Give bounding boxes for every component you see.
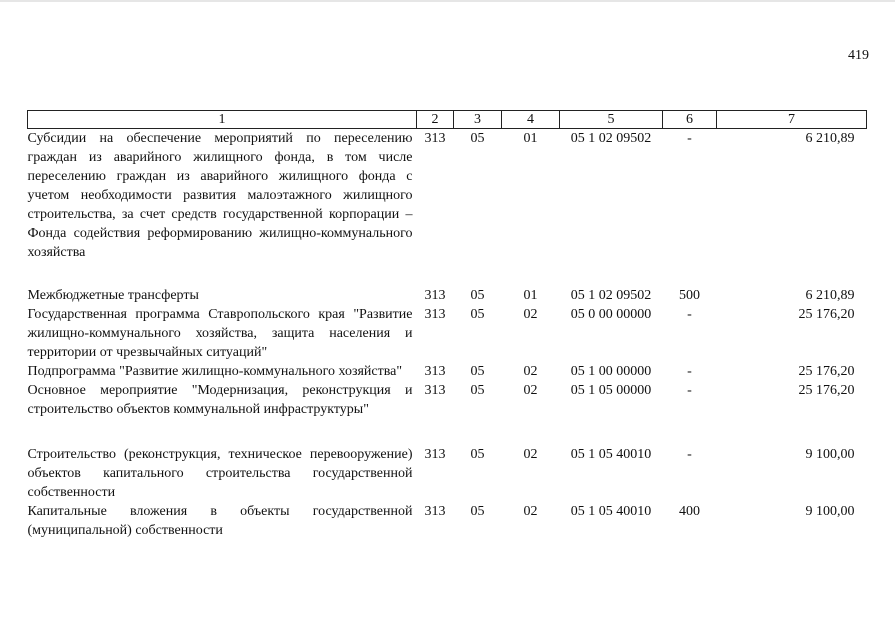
- row-section: 05: [470, 131, 485, 146]
- table-row: [28, 305, 867, 362]
- row-section: 05: [470, 383, 485, 398]
- table-row: [28, 502, 867, 540]
- row-ministry-code: 313: [424, 131, 446, 146]
- row-expense-type: -: [687, 307, 692, 322]
- row-section: 05: [470, 307, 485, 322]
- header-col-7: 7: [717, 111, 867, 129]
- row-description: Подпрограмма "Развитие жилищно-коммунального хозяйства": [27, 364, 403, 379]
- row-subsection: 02: [523, 364, 538, 379]
- row-subsection: 01: [523, 131, 538, 146]
- row-ministry-code: 313: [424, 447, 446, 462]
- row-amount: 25 176,20: [798, 364, 855, 379]
- row-expense-type: 500: [679, 288, 700, 303]
- row-ministry-code: 313: [424, 288, 446, 303]
- row-description: Основное мероприятие "Модернизация, реконструкция и строительство объектов коммунальной инфраструктуры": [27, 383, 413, 417]
- row-ministry-code: 313: [424, 504, 446, 519]
- row-ministry-code: 313: [424, 383, 446, 398]
- table-row: [28, 381, 867, 419]
- budget-table: [27, 110, 867, 540]
- header-col-4: 4: [502, 111, 560, 129]
- table-row: [28, 129, 867, 263]
- row-section: 05: [470, 364, 485, 379]
- row-amount: 6 210,89: [805, 288, 855, 303]
- row-section: 05: [470, 504, 485, 519]
- row-target-article: 05 1 05 00000: [570, 383, 652, 398]
- row-expense-type: -: [687, 364, 692, 379]
- row-target-article: 05 0 00 00000: [570, 307, 652, 322]
- page-number: 419: [848, 48, 869, 63]
- row-target-article: 05 1 02 09502: [570, 131, 652, 146]
- header-col-5: 5: [560, 111, 663, 129]
- row-description: Государственная программа Ставропольского края "Развитие жилищно-коммунального хозяйства, защита населения и территории от чрезвычайных ситуаций": [27, 307, 413, 360]
- row-subsection: 02: [523, 504, 538, 519]
- row-section: 05: [470, 288, 485, 303]
- row-section: 05: [470, 447, 485, 462]
- row-description: Межбюджетные трансферты: [27, 288, 199, 303]
- table-row: [28, 362, 867, 381]
- row-description: Капитальные вложения в объекты государственной (муниципальной) собственности: [27, 504, 413, 538]
- row-subsection: 02: [523, 307, 538, 322]
- row-amount: 9 100,00: [805, 504, 855, 519]
- header-row: [28, 111, 867, 129]
- page-top-edge: [0, 0, 895, 2]
- row-subsection: 01: [523, 288, 538, 303]
- table-row: [28, 445, 867, 502]
- row-amount: 25 176,20: [798, 307, 855, 322]
- row-description: Строительство (реконструкция, техническое перевооружение) объектов капитального строительства государственной собственности: [27, 447, 413, 500]
- row-target-article: 05 1 05 40010: [570, 447, 652, 462]
- header-col-3: 3: [454, 111, 502, 129]
- table-row: [28, 286, 867, 305]
- row-target-article: 05 1 00 00000: [570, 364, 652, 379]
- row-description: Субсидии на обеспечение мероприятий по переселению граждан из аварийного жилищного фонда, в том числе переселению граждан из аварийного жилищного фонда с учетом необходимости развития малоэтажного жилищного строительства, за счет средств государственной корпорации – Фонда содействия реформированию жилищно-коммунального хозяйства: [27, 131, 413, 260]
- row-amount: 6 210,89: [805, 131, 855, 146]
- row-expense-type: -: [687, 447, 692, 462]
- row-ministry-code: 313: [424, 307, 446, 322]
- row-amount: 9 100,00: [805, 447, 855, 462]
- row-subsection: 02: [523, 447, 538, 462]
- row-ministry-code: 313: [424, 364, 446, 379]
- header-col-2: 2: [417, 111, 454, 129]
- header-col-6: 6: [663, 111, 717, 129]
- row-expense-type: -: [687, 383, 692, 398]
- header-col-1: 1: [28, 111, 417, 129]
- row-subsection: 02: [523, 383, 538, 398]
- row-target-article: 05 1 05 40010: [570, 504, 652, 519]
- row-target-article: 05 1 02 09502: [570, 288, 652, 303]
- row-amount: 25 176,20: [798, 383, 855, 398]
- row-expense-type: 400: [679, 504, 700, 519]
- row-expense-type: -: [687, 131, 692, 146]
